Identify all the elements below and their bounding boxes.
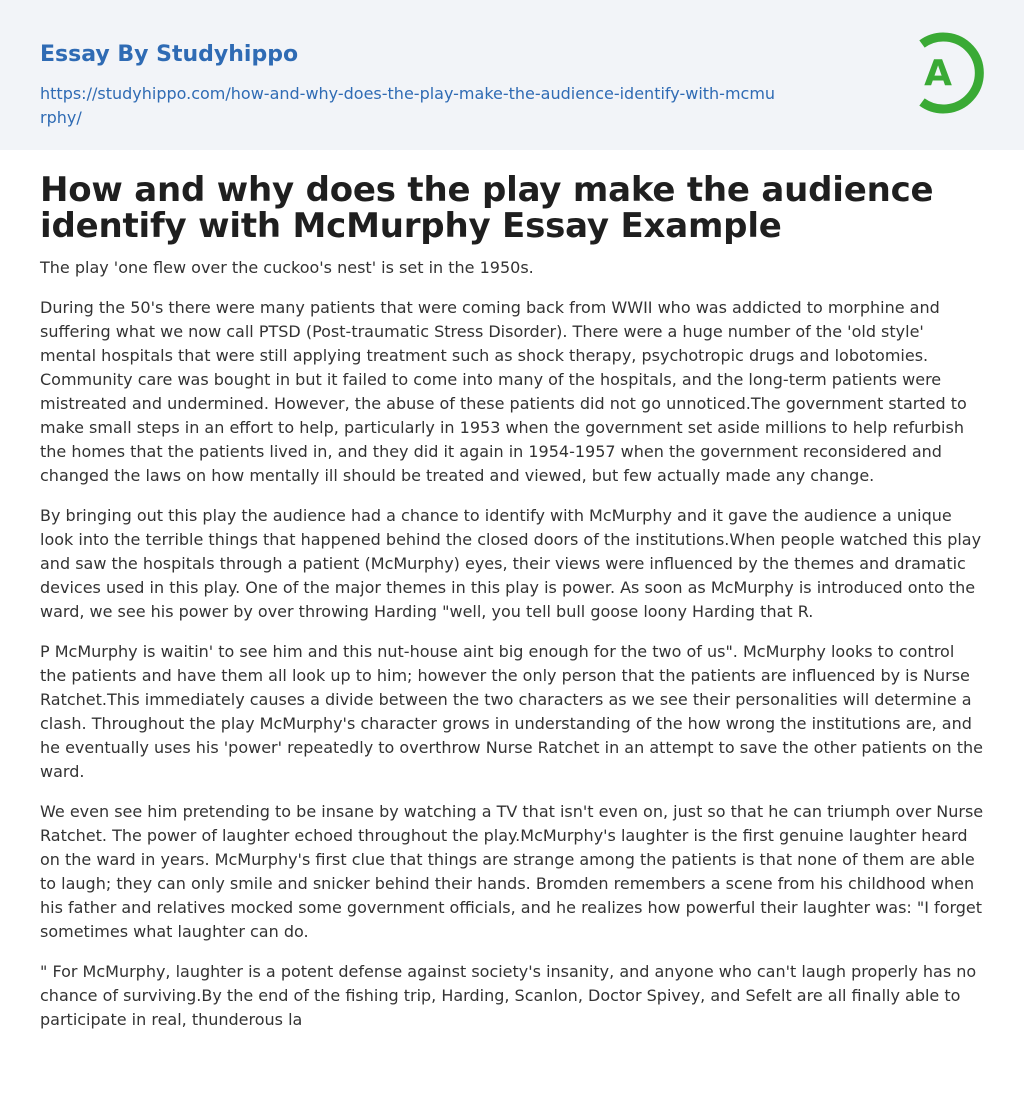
article-paragraph: " For McMurphy, laughter is a potent defense against society's insanity, and anyone who can't laugh properly has no chance of surviving.By the end of the fishing trip, Harding, Scanlon, Doctor Spivey, and Sefelt are all finally able to participate in real, thunderous la (40, 962, 977, 1029)
studyhippo-logo[interactable] (896, 28, 986, 118)
article-paragraph: We even see him pretending to be insane by watching a TV that isn't even on, just so that he can triumph over Nurse Ratchet. The power of laughter echoed throughout the play.McMurphy's laughter is the first genuine laughter heard on the ward in years. McMurphy's first clue that things are strange among the patients is that none of them are able to laugh; they can only smile and snicker behind their hands. Bromden remembers a scene from his childhood when his father and relatives mocked some government officials, and he realizes how powerful their laughter was: "I forget sometimes what laughter can do. (40, 802, 984, 941)
page-header (0, 0, 1024, 150)
logo-circle-icon (896, 28, 986, 118)
logo-letter: A (924, 53, 952, 94)
article-paragraph: The play 'one flew over the cuckoo's nest' is set in the 1950s. (40, 258, 534, 277)
source-url-link[interactable]: https://studyhippo.com/how-and-why-does-the-play-make-the-audience-identify-with-mcmurphy/ (40, 84, 776, 127)
article-title: How and why does the play make the audience identify with McMurphy Essay Example (40, 170, 934, 246)
article-paragraph: During the 50's there were many patients that were coming back from WWII who was addicted to morphine and suffering what we now call PTSD (Post-traumatic Stress Disorder). There were a huge number of the 'old style' mental hospitals that were still applying treatment such as shock therapy, psychotropic drugs and lobotomies. Community care was bought in but it failed to come into many of the hospitals, and the long-term patients were mistreated and undermined. However, the abuse of these patients did not go unnoticed.The government started to make small steps in an effort to help, particularly in 1953 when the government set aside millions to help refurbish the homes that the patients lived in, and they did it again in 1954-1957 when the government reconsidered and changed the laws on how mentally ill should be treated and viewed, but few actually made any change. (40, 298, 967, 485)
article-paragraph: By bringing out this play the audience had a chance to identify with McMurphy and it gave the audience a unique look into the terrible things that happened behind the closed doors of the institutions.When people watched this play and saw the hospitals through a patient (McMurphy) eyes, their views were influenced by the themes and dramatic devices used in this play. One of the major themes in this play is power. As soon as McMurphy is introduced onto the ward, we see his power by over throwing Harding "well, you tell bull goose loony Harding that R. (40, 506, 982, 621)
article-paragraph: P McMurphy is waitin' to see him and this nut-house aint big enough for the two of us". McMurphy looks to control the patients and have them all look up to him; however the only person that the patients are influenced by is Nurse Ratchet.This immediately causes a divide between the two characters as we see their personalities will determine a clash. Throughout the play McMurphy's character grows in understanding of the how wrong the institutions are, and he eventually uses his 'power' repeatedly to overthrow Nurse Ratchet in an attempt to save the other patients on the ward. (40, 642, 984, 781)
article-content (0, 150, 1024, 1032)
site-brand[interactable]: Essay By Studyhippo (40, 42, 299, 67)
